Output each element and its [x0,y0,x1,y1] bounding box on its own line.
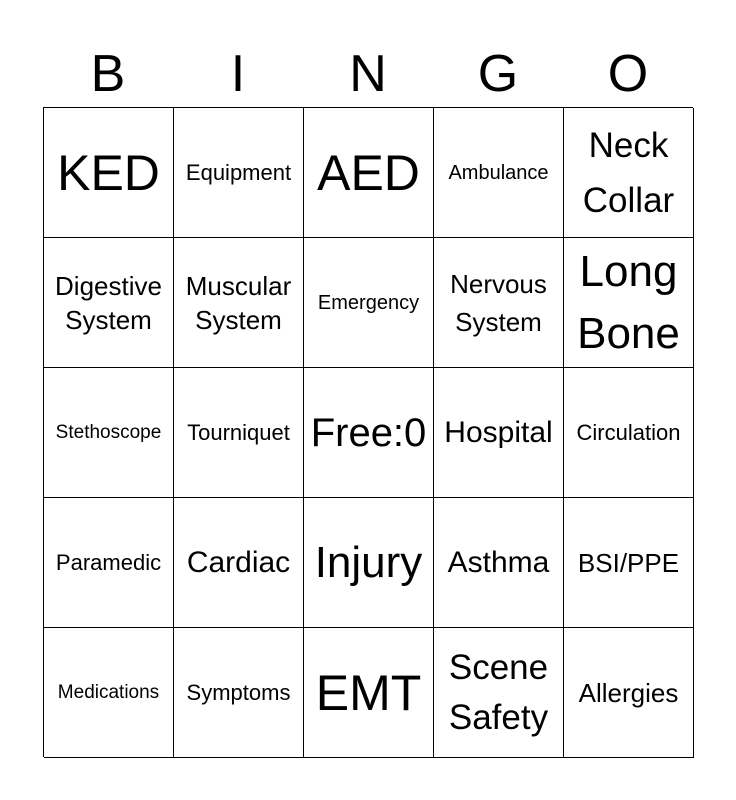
cell-label: Tourniquet [187,419,290,445]
cell-label: Paramedic [55,549,162,575]
cell-label: Long Bone [577,246,680,358]
cell-label: Allergies [578,677,679,708]
free-space-cell[interactable] [304,368,434,498]
bingo-cell[interactable] [434,108,564,238]
bingo-cell[interactable] [434,368,564,498]
bingo-cell[interactable] [564,628,694,758]
cell-label: AED [317,144,420,201]
cell-label: EMT [315,664,422,721]
bingo-cell[interactable] [434,238,564,368]
cell-label: BSI/PPE [577,547,680,578]
bingo-board [43,107,693,757]
bingo-cell[interactable] [44,108,174,238]
cell-label: Free:0 [310,410,427,455]
cell-label: Neck Collar [582,125,675,220]
header-letter-i: I [230,45,246,103]
header-letter-b: B [90,45,126,103]
bingo-cell[interactable] [44,628,174,758]
bingo-cell[interactable] [304,108,434,238]
bingo-cell[interactable] [174,498,304,628]
cell-label: Stethoscope [55,421,162,443]
bingo-cell[interactable] [564,238,694,368]
header-letter-n: N [349,45,387,103]
cell-label: KED [57,144,160,201]
cell-label: Medications [57,681,160,703]
cell-label: Hospital [444,415,553,449]
cell-label: Nervous System [450,268,547,337]
bingo-cell[interactable] [564,108,694,238]
cell-label: Ambulance [448,161,549,184]
bingo-cell[interactable] [564,498,694,628]
header-letter-o: O [607,45,649,103]
bingo-cell[interactable] [44,238,174,368]
cell-label: Digestive System [55,270,162,335]
bingo-cell[interactable] [564,368,694,498]
bingo-cell[interactable] [174,108,304,238]
bingo-cell[interactable] [174,368,304,498]
bingo-cell[interactable] [174,628,304,758]
bingo-cell[interactable] [304,498,434,628]
bingo-cell[interactable] [174,238,304,368]
bingo-cell[interactable] [434,498,564,628]
bingo-cell[interactable] [44,368,174,498]
cell-label: Scene Safety [448,647,549,737]
cell-label: Muscular System [185,270,292,335]
bingo-cell[interactable] [44,498,174,628]
bingo-header [43,42,693,106]
bingo-cell[interactable] [434,628,564,758]
cell-label: Asthma [447,545,550,579]
header-letter-g: G [477,45,519,103]
cell-label: Equipment [185,159,292,185]
cell-label: Symptoms [186,679,291,705]
bingo-cell[interactable] [304,238,434,368]
bingo-cell[interactable] [304,628,434,758]
cell-label: Emergency [317,291,420,314]
cell-label: Cardiac [186,545,291,579]
cell-label: Circulation [576,419,681,445]
cell-label: Injury [314,537,423,587]
